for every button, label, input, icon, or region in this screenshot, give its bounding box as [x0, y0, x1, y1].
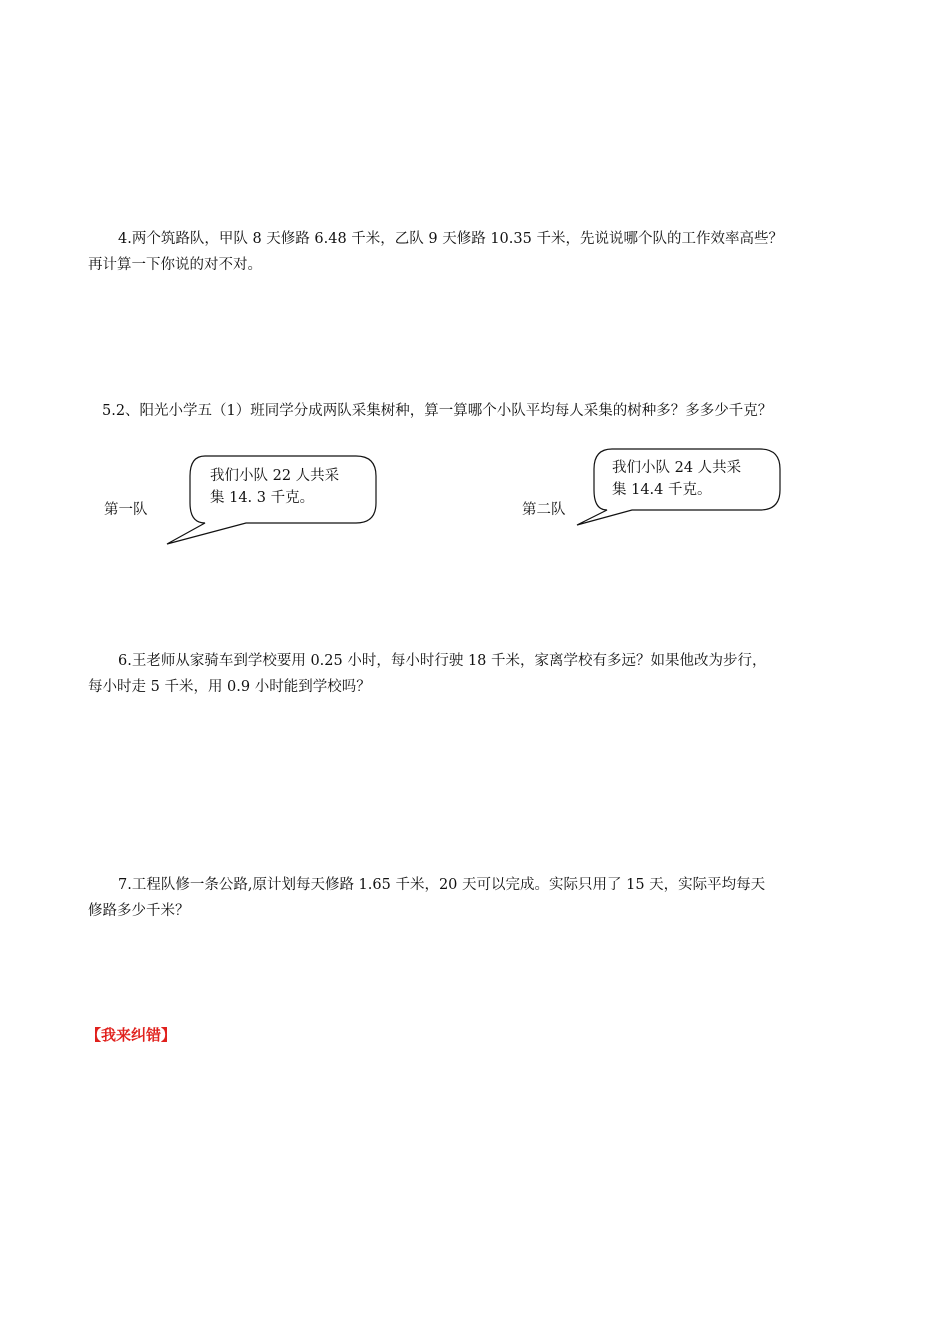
problem-4-line1: 4.两个筑路队，甲队 8 天修路 6.48 千米，乙队 9 天修路 10.35 千米，先说说哪个队的工作效率高些？ [118, 231, 783, 247]
problem-7-line2: 修路多少千米？ [88, 903, 190, 919]
problem-6-line1: 6.王老师从家骑车到学校要用 0.25 小时，每小时行驶 18 千米，家离学校有多远？如果他改为步行， [118, 653, 767, 669]
problem-6 [88, 648, 878, 700]
problem-4-line2: 再计算一下你说的对不对。 [88, 257, 262, 273]
team-2-speech-bubble [0, 0, 950, 600]
team-1-label: 第一队 [104, 502, 148, 518]
team-2-label: 第二队 [522, 502, 566, 518]
problem-7-line1: 7.工程队修一条公路,原计划每天修路 1.65 千米，20 天可以完成。实际只用了 15 天，实际平均每天 [118, 877, 766, 893]
problem-6-line2: 每小时走 5 千米，用 0.9 小时能到学校吗？ [88, 679, 371, 695]
team-1-bubble-text: 我们小队 22 人共采 集 14. 3 千克。 [210, 468, 340, 506]
correction-section-heading: 【我来纠错】 [86, 1026, 177, 1044]
team-2-bubble-text: 我们小队 24 人共采 集 14.4 千克。 [612, 460, 742, 498]
problem-5-line1: 5.2、阳光小学五（1）班同学分成两队采集树种，算一算哪个小队平均每人采集的树种多？多多少千克？ [102, 403, 773, 419]
problem-7 [88, 872, 878, 924]
